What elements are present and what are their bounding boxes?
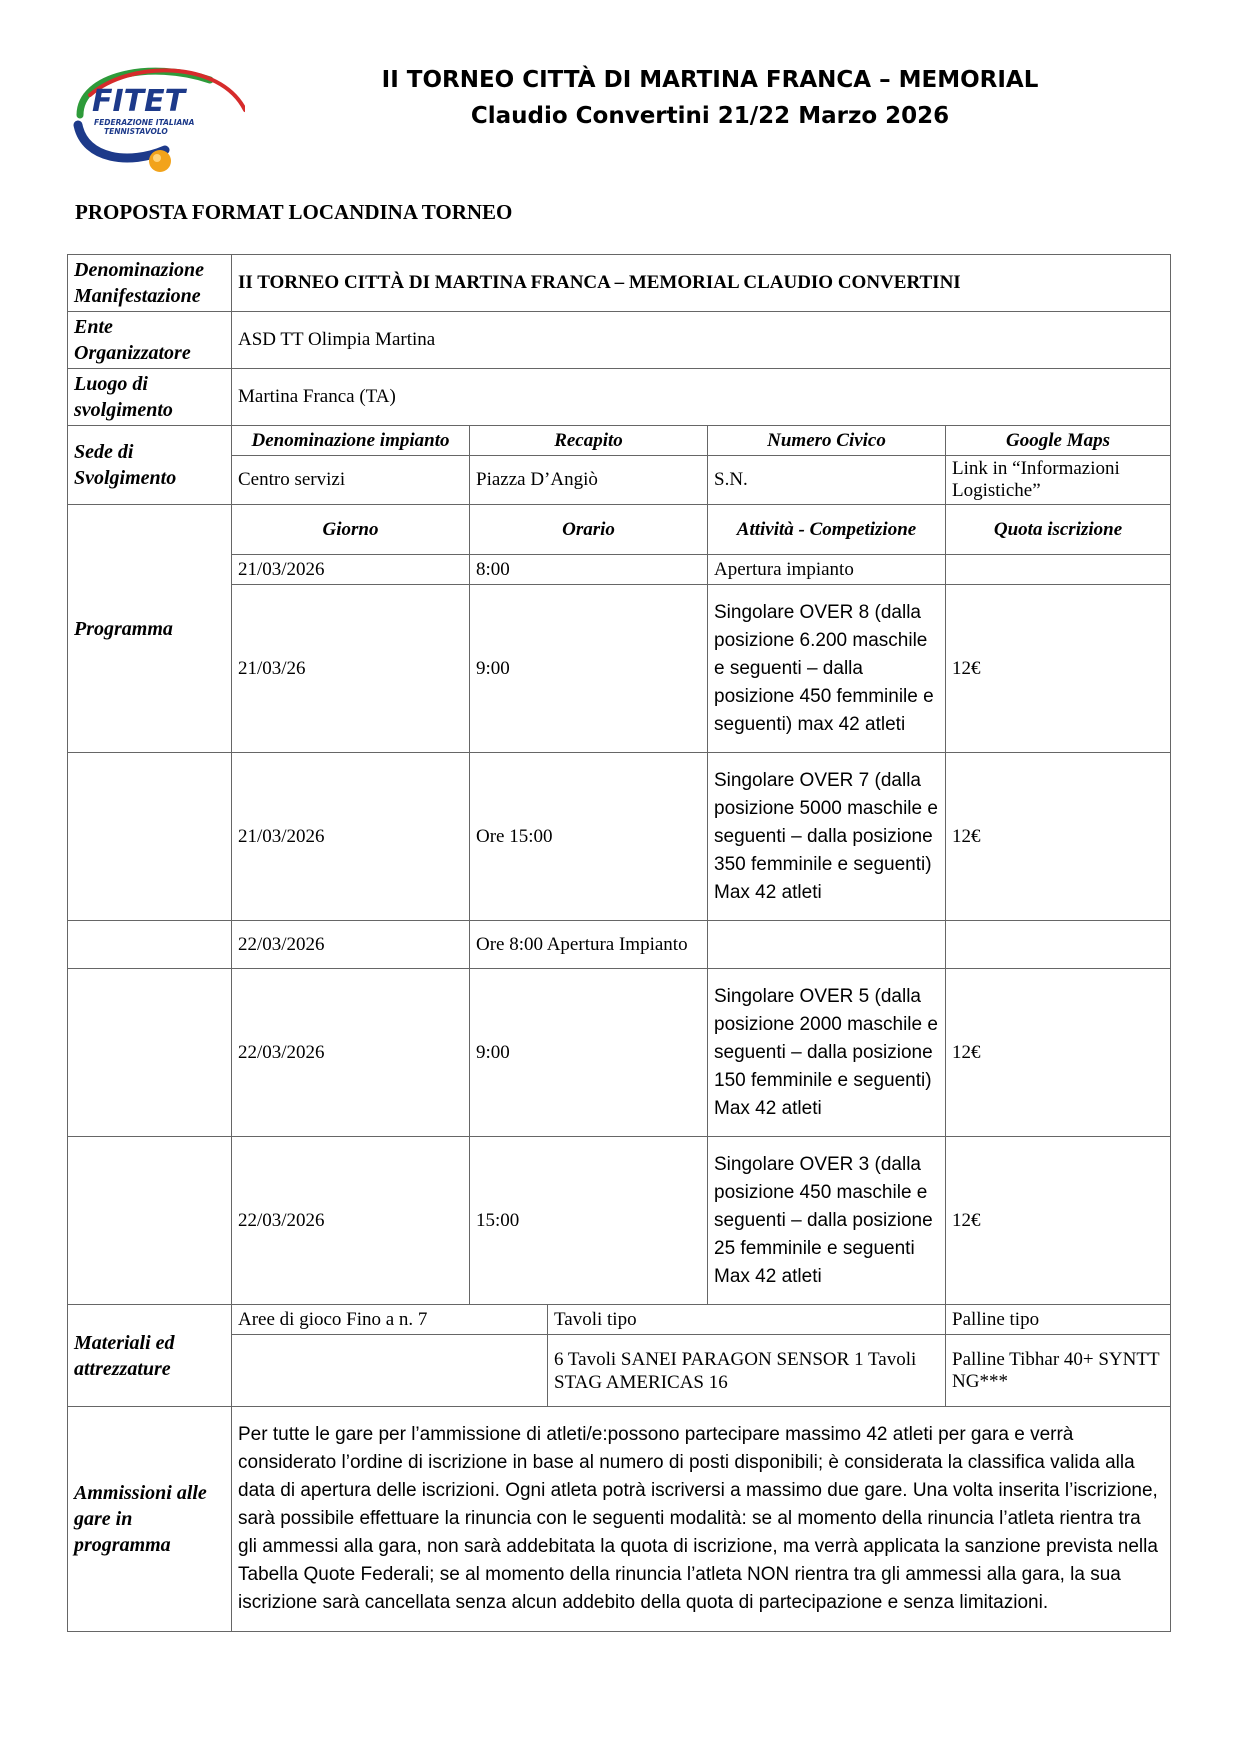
materiali-palline-value: Palline Tibhar 40+ SYNTT NG***: [946, 1335, 1171, 1407]
row-materiali-header: [68, 1305, 1171, 1335]
document-title: [360, 62, 1060, 134]
fitet-logo-graphic: [70, 55, 245, 175]
sede-header-maps: Google Maps: [946, 426, 1171, 456]
programma-quota: 12€: [946, 585, 1171, 753]
programma-orario: 9:00: [470, 585, 708, 753]
programma-orario: 15:00: [470, 1137, 708, 1305]
programma-attivita: [708, 921, 946, 969]
programma-header-quota: Quota iscrizione: [946, 505, 1171, 555]
row-sede-values: [68, 456, 1171, 505]
label-luogo: Luogo di svolgimento: [68, 369, 232, 426]
programma-row: [68, 753, 1171, 921]
materiali-palline-header: Palline tipo: [946, 1305, 1171, 1335]
title-line-2: Claudio Convertini 21/22 Marzo 2026: [470, 103, 950, 129]
programma-header-attivita: Attività - Competizione: [708, 505, 946, 555]
programma-attivita: Singolare OVER 7 (dalla posizione 5000 maschile e seguenti – dalla posizione 350 femminile e seguenti) Max 42 atleti: [708, 753, 946, 921]
programma-label-blank: [68, 921, 232, 969]
label-ammissioni: Ammissioni alle gare in programma: [68, 1407, 232, 1632]
sede-header-impianto: Denominazione impianto: [232, 426, 470, 456]
row-ente: [68, 312, 1171, 369]
label-ente: Ente Organizzatore: [68, 312, 232, 369]
row-ammissioni: [68, 1407, 1171, 1632]
row-programma-header: [68, 505, 1171, 555]
programma-orario: 9:00: [470, 969, 708, 1137]
programma-giorno: 22/03/2026: [232, 1137, 470, 1305]
sede-header-civico: Numero Civico: [708, 426, 946, 456]
programma-giorno: 22/03/2026: [232, 969, 470, 1137]
label-programma: Programma: [68, 505, 232, 753]
programma-label-blank: [68, 969, 232, 1137]
programma-orario: 8:00: [470, 555, 708, 585]
value-denominazione: II TORNEO CITTÀ DI MARTINA FRANCA – MEMORIAL CLAUDIO CONVERTINI: [232, 255, 1171, 312]
document-subtitle: PROPOSTA FORMAT LOCANDINA TORNEO: [75, 200, 513, 224]
programma-row: [68, 555, 1171, 585]
sede-recapito: Piazza D’Angiò: [470, 456, 708, 505]
programma-row: [68, 969, 1171, 1137]
programma-giorno: 21/03/2026: [232, 753, 470, 921]
programma-giorno: 21/03/2026: [232, 555, 470, 585]
row-sede-header: [68, 426, 1171, 456]
programma-row: [68, 585, 1171, 753]
title-line-1: II TORNEO CITTÀ DI MARTINA FRANCA – MEMORIAL: [381, 67, 1039, 93]
programma-quota: 12€: [946, 753, 1171, 921]
programma-attivita: Singolare OVER 8 (dalla posizione 6.200 maschile e seguenti – dalla posizione 450 femminile e seguenti) max 42 atleti: [708, 585, 946, 753]
row-luogo: [68, 369, 1171, 426]
materiali-aree-blank: [232, 1335, 548, 1407]
materiali-tavoli-value: 6 Tavoli SANEI PARAGON SENSOR 1 Tavoli STAG AMERICAS 16: [548, 1335, 946, 1407]
programma-header-orario: Orario: [470, 505, 708, 555]
programma-giorno: 21/03/26: [232, 585, 470, 753]
svg-text:FEDERAZIONE ITALIANA: FEDERAZIONE ITALIANA: [94, 118, 195, 127]
svg-text:TENNISTAVOLO: TENNISTAVOLO: [104, 127, 168, 136]
programma-quota: 12€: [946, 1137, 1171, 1305]
programma-attivita: Singolare OVER 3 (dalla posizione 450 maschile e seguenti – dalla posizione 25 femminile e seguenti Max 42 atleti: [708, 1137, 946, 1305]
value-ente: ASD TT Olimpia Martina: [232, 312, 1171, 369]
materiali-tavoli-header: Tavoli tipo: [548, 1305, 946, 1335]
programma-row: [68, 1137, 1171, 1305]
programma-quota: [946, 555, 1171, 585]
row-materiali-values: [68, 1335, 1171, 1407]
programma-attivita: Apertura impianto: [708, 555, 946, 585]
programma-quota: 12€: [946, 969, 1171, 1137]
label-materiali: Materiali ed attrezzature: [68, 1305, 232, 1407]
value-luogo: Martina Franca (TA): [232, 369, 1171, 426]
fitet-logo: [70, 55, 245, 175]
label-sede: Sede di Svolgimento: [68, 426, 232, 505]
svg-text:FITET: FITET: [92, 84, 186, 119]
programma-orario: Ore 8:00 Apertura Impianto: [470, 921, 708, 969]
row-denominazione: [68, 255, 1171, 312]
tournament-format-table: [67, 254, 1171, 1632]
programma-quota: [946, 921, 1171, 969]
programma-label-blank: [68, 753, 232, 921]
programma-label-blank: [68, 1137, 232, 1305]
sede-civico: S.N.: [708, 456, 946, 505]
programma-row: [68, 921, 1171, 969]
programma-orario: Ore 15:00: [470, 753, 708, 921]
programma-attivita: Singolare OVER 5 (dalla posizione 2000 maschile e seguenti – dalla posizione 150 femminile e seguenti) Max 42 atleti: [708, 969, 946, 1137]
sede-maps-link[interactable]: Link in “Informazioni Logistiche”: [946, 456, 1171, 505]
sede-impianto: Centro servizi: [232, 456, 470, 505]
programma-giorno: 22/03/2026: [232, 921, 470, 969]
ammissioni-text: Per tutte le gare per l’ammissione di atleti/e:possono partecipare massimo 42 atleti per gara e verrà considerato l’ordine di iscrizione in base al numero di posti disponibili; è considerata la classifica valida alla data di apertura delle iscrizioni. Ogni atleta potrà iscriversi a massimo due gare. Una volta inserita l’iscrizione, sarà possibile effettuare la rinuncia con le seguenti modalità: se al momento della rinuncia l’atleta rientra tra gli ammessi alla gara, non sarà addebitata la quota di iscrizione, ma verrà applicata la sanzione prevista nella Tabella Quote Federali; se al momento della rinuncia l’atleta NON rientra tra gli ammessi alla gara, la sua iscrizione sarà cancellata senza alcun addebito della quota di partecipazione e senza limitazioni.: [232, 1407, 1171, 1632]
materiali-aree: Aree di gioco Fino a n. 7: [232, 1305, 548, 1335]
programma-header-giorno: Giorno: [232, 505, 470, 555]
sede-header-recapito: Recapito: [470, 426, 708, 456]
label-denominazione: Denominazione Manifestazione: [68, 255, 232, 312]
